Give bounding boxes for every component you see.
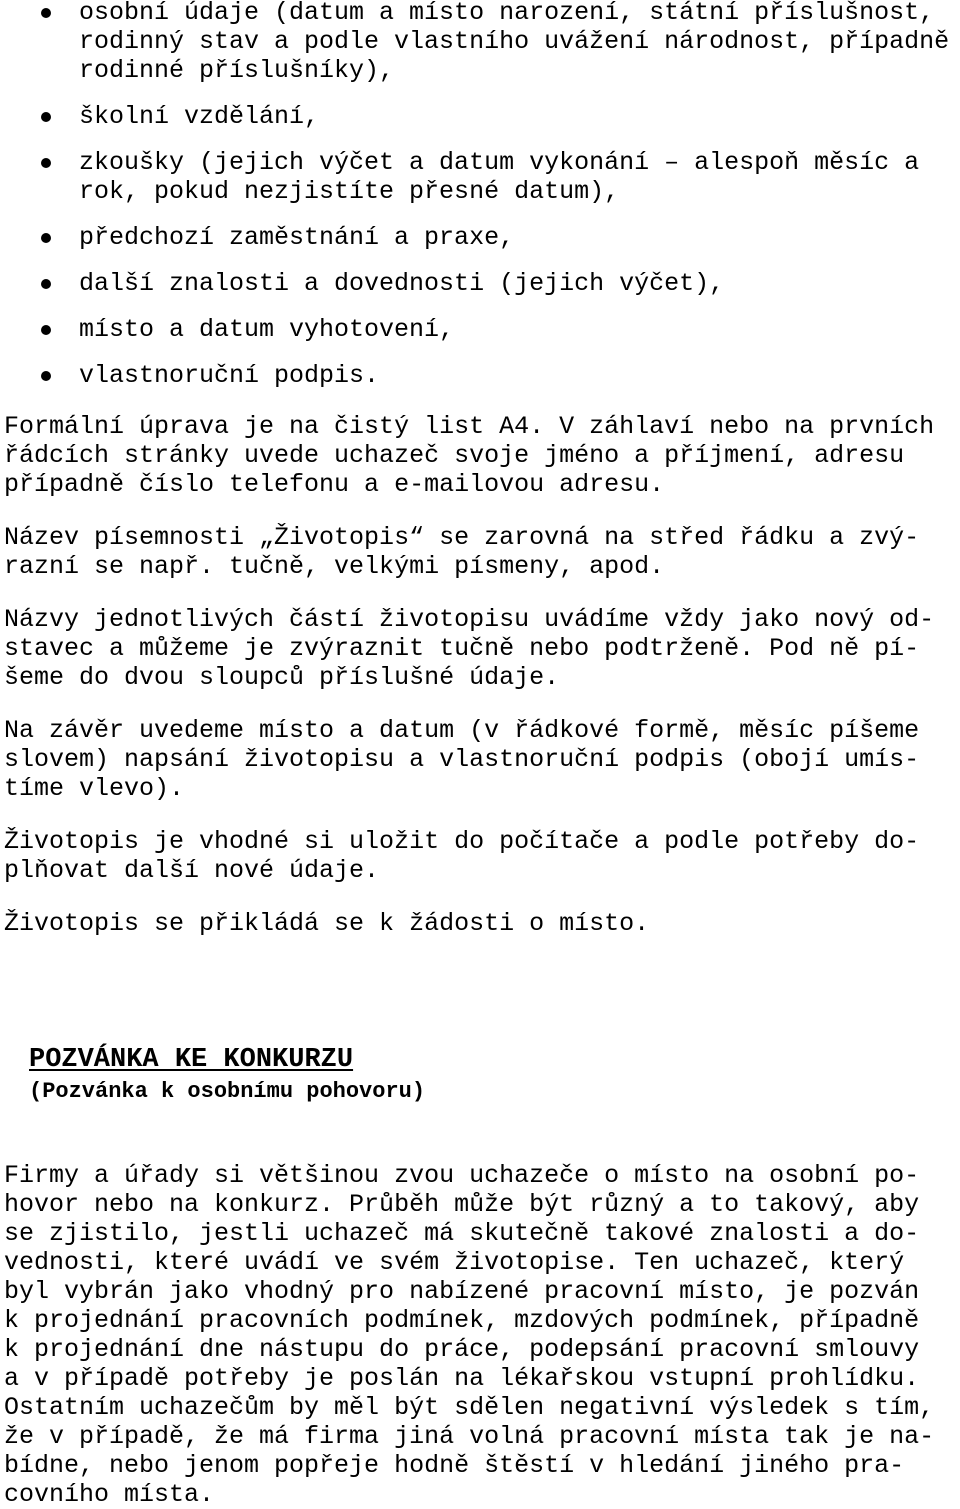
text-line: stavec a můžeme je zvýraznit tučně nebo podtrženě. Pod ně pí- xyxy=(4,634,920,663)
text-line: Životopis je vhodné si uložit do počítače a podle potřeby do- xyxy=(4,827,920,856)
paragraph-attach xyxy=(4,909,956,938)
text-line: rodinný stav a podle vlastního uvážení národnost, případně xyxy=(79,27,950,56)
text-line: školní vzdělání, xyxy=(79,102,320,131)
bullet-icon xyxy=(41,233,51,243)
section-paragraph xyxy=(4,1161,956,1509)
list-item xyxy=(4,361,956,390)
bullet-icon xyxy=(41,371,51,381)
list-item xyxy=(4,102,956,131)
text-line: se zjistilo, jestli uchazeč má skutečně takové znalosti a do- xyxy=(4,1219,920,1248)
bullet-icon xyxy=(41,8,51,18)
paragraph-format xyxy=(4,412,956,499)
text-line: osobní údaje (datum a místo narození, státní příslušnost, xyxy=(79,0,935,27)
text-line: šeme do dvou sloupců příslušné údaje. xyxy=(4,663,560,692)
text-line: vednosti, které uvádí ve svém životopise. Ten uchazeč, který xyxy=(4,1248,905,1277)
bullet-list xyxy=(4,0,956,390)
text-line: další znalosti a dovednosti (jejich výčet), xyxy=(79,269,725,298)
bullet-icon xyxy=(41,279,51,289)
text-line: vlastnoruční podpis. xyxy=(79,361,380,390)
section-subtitle: (Pozvánka k osobnímu pohovoru) xyxy=(29,1079,426,1104)
document-page xyxy=(4,0,956,1509)
paragraph-sections xyxy=(4,605,956,692)
text-line: a v případě potřeby je poslán na lékařskou vstupní prohlídku. xyxy=(4,1364,920,1393)
text-line: zkoušky (jejich výčet a datum vykonání – alespoň měsíc a xyxy=(79,148,920,177)
section-heading xyxy=(4,1015,956,1135)
text-line: plňovat další nové údaje. xyxy=(4,856,380,885)
text-line: tíme vlevo). xyxy=(4,774,185,803)
text-line: předchozí zaměstnání a praxe, xyxy=(79,223,515,252)
text-line: razní se např. tučně, velkými písmeny, apod. xyxy=(4,552,665,581)
paragraph-title xyxy=(4,523,956,581)
paragraph-save xyxy=(4,827,956,885)
text-line: Formální úprava je na čistý list A4. V záhlaví nebo na prvních xyxy=(4,412,935,441)
text-line: rok, pokud nezjistíte přesné datum), xyxy=(79,177,620,206)
list-item xyxy=(4,269,956,298)
list-item xyxy=(4,223,956,252)
bullet-icon xyxy=(41,158,51,168)
list-item xyxy=(4,0,956,85)
list-item xyxy=(4,148,956,206)
paragraph-closing xyxy=(4,716,956,803)
text-line: řádcích stránky uvede uchazeč svoje jméno a příjmení, adresu xyxy=(4,441,905,470)
text-line: Firmy a úřady si většinou zvou uchazeče o místo na osobní po- xyxy=(4,1161,920,1190)
text-line: k projednání dne nástupu do práce, podepsání pracovní smlouvy xyxy=(4,1335,920,1364)
text-line: rodinné příslušníky), xyxy=(79,56,395,85)
text-line: byl vybrán jako vhodný pro nabízené pracovní místo, je pozván xyxy=(4,1277,920,1306)
text-line: Životopis se přikládá se k žádosti o místo. xyxy=(4,909,650,938)
text-line: Na závěr uvedeme místo a datum (v řádkové formě, měsíc píšeme xyxy=(4,716,920,745)
section-title: POZVÁNKA KE KONKURZU xyxy=(29,1045,354,1075)
bullet-icon xyxy=(41,325,51,335)
text-line: Názvy jednotlivých částí životopisu uvádíme vždy jako nový od- xyxy=(4,605,935,634)
text-line: slovem) napsání životopisu a vlastnoruční podpis (obojí umís- xyxy=(4,745,920,774)
text-line: hovor nebo na konkurz. Průběh může být různý a to takový, aby xyxy=(4,1190,920,1219)
bullet-icon xyxy=(41,112,51,122)
text-line: že v případě, že má firma jiná volná pracovní místa tak je na- xyxy=(4,1422,935,1451)
text-line: případně číslo telefonu a e-mailovou adresu. xyxy=(4,470,665,499)
text-line: covního místa. xyxy=(4,1480,215,1509)
text-line: Ostatním uchazečům by měl být sdělen negativní výsledek s tím, xyxy=(4,1393,935,1422)
text-line: k projednání pracovních podmínek, mzdových podmínek, případně xyxy=(4,1306,920,1335)
text-line: Název písemnosti „Životopis“ se zarovná na střed řádku a zvý- xyxy=(4,523,920,552)
list-item xyxy=(4,315,956,344)
text-line: místo a datum vyhotovení, xyxy=(79,315,455,344)
text-line: bídne, nebo jenom popřeje hodně štěstí v hledání jiného pra- xyxy=(4,1451,905,1480)
